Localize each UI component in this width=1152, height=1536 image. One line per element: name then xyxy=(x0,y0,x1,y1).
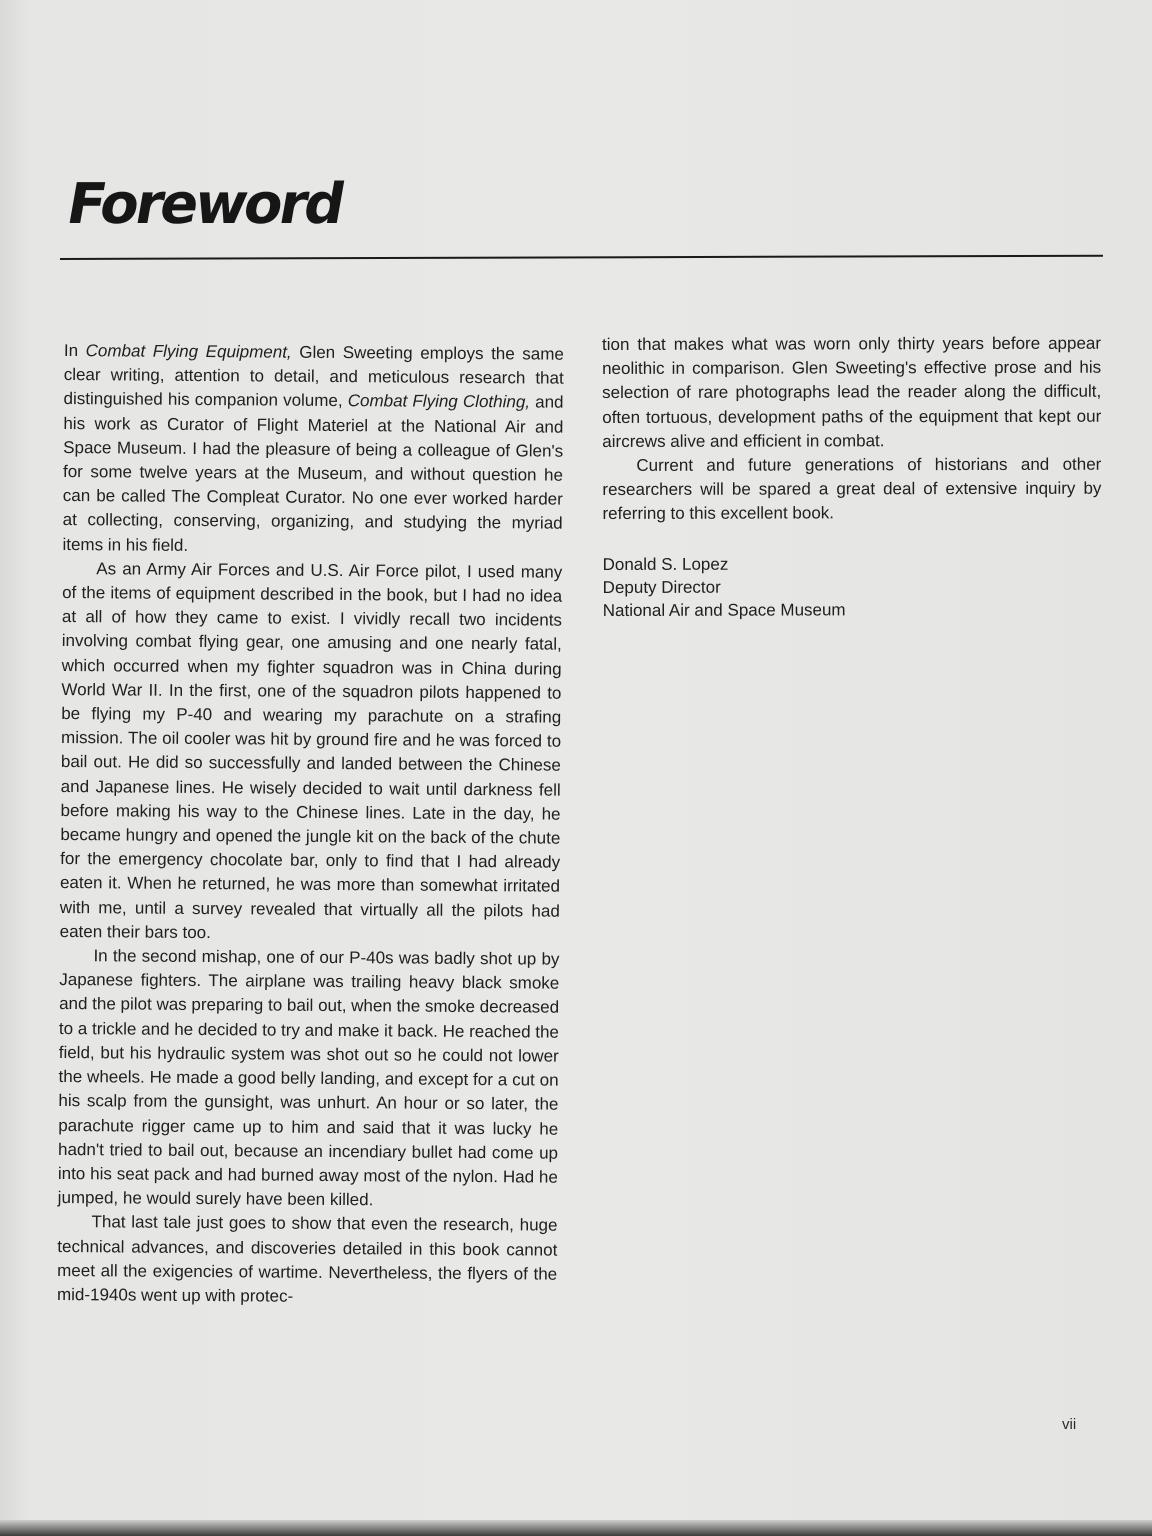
paragraph-1 xyxy=(62,339,564,560)
signature-block xyxy=(603,551,1102,621)
paragraph-1-tail: and his work as Curator of Flight Materiel at the National Air and Space Museum. I had the pleasure of being a colleague of Glen's for some twelve years at the Museum, and without question he can be called The Compleat Curator. No one ever worked harder at collecting, conserving, organizing, and studying the myriad items in his field. xyxy=(62,392,564,555)
book-title-equipment: Combat Flying Equipment, xyxy=(85,341,292,362)
paragraph-5: tion that makes what was worn only thirty years before appear neolithic in comparison. Glen Sweeting's effective prose and his selection of rare photographs lead the reader along the difficult, often tortuous, development paths of the equipment that kept our aircrews alive and efficient in combat. xyxy=(602,333,1102,451)
signatory-name: Donald S. Lopez xyxy=(602,554,729,574)
right-column xyxy=(602,332,1102,622)
paragraph-1-lead: In xyxy=(63,340,86,361)
paragraph-4: That last tale just goes to show that even the research, huge technical advances, and discoveries detailed in this book cannot meet all the exigencies of wartime. Nevertheless, the flyers of the mid-1940s went up with protec- xyxy=(56,1212,558,1306)
page-heading: Foreword xyxy=(62,172,348,237)
book-title-clothing: Combat Flying Clothing, xyxy=(347,391,531,412)
page-number: vii xyxy=(1062,1416,1077,1433)
paragraph-3: In the second mishap, one of our P-40s was badly shot up by Japanese fighters. The airplane was trailing heavy black smoke and the pilot was preparing to bail out, when the smoke decreased to a trickle and he decided to try and make it back. He reached the field, but his hydraulic system was shot out so he could not lower the wheels. He made a good belly landing, and except for a cut on his scalp from the gunsight, was unhurt. An hour or so later, the parachute rigger came up to him and said that it was lucky he hadn't tried to bail out, because an incendiary bullet had come up into his seat pack and had burned away most of the nylon. Had he jumped, he would surely have been killed. xyxy=(57,946,560,1210)
paragraph-2: As an Army Air Forces and U.S. Air Force pilot, I used many of the items of equipment described in the book, but I had no idea at all of how they came to exist. I vividly recall two incidents involving combat flying gear, one amusing and one nearly fatal, which occurred when my fighter squadron was in China during World War II. In the first, one of the squadron pilots happened to be flying my P-40 and wearing my parachute on a strafing mission. The oil cooler was hit by ground fire and he was forced to bail out. He did so successfully and landed between the Chinese and Japanese lines. He wisely decided to wait until darkness fell before making his way to the Chinese lines. Late in the day, he became hungry and opened the jungle kit on the back of the chute for the emergency chocolate bar, only to find that I had already eaten it. When he returned, he was more than somewhat irritated with me, until a survey revealed that virtually all the pilots had eaten their bars too. xyxy=(59,559,563,942)
paragraph-6: Current and future generations of historians and other researchers will be spared a great deal of extensive inquiry by referring to this excellent book. xyxy=(602,454,1102,524)
heading-rule xyxy=(60,255,1103,260)
paragraph-1-middle: Glen Sweeting employs the same clear writing, attention to detail, and meticulous research that distinguished his companion volume, xyxy=(63,342,564,411)
signatory-title: Deputy Director xyxy=(602,577,721,597)
signatory-institution: National Air and Space Museum xyxy=(602,599,846,620)
left-column xyxy=(57,339,564,1311)
page-edge-shadow xyxy=(0,1520,1152,1536)
